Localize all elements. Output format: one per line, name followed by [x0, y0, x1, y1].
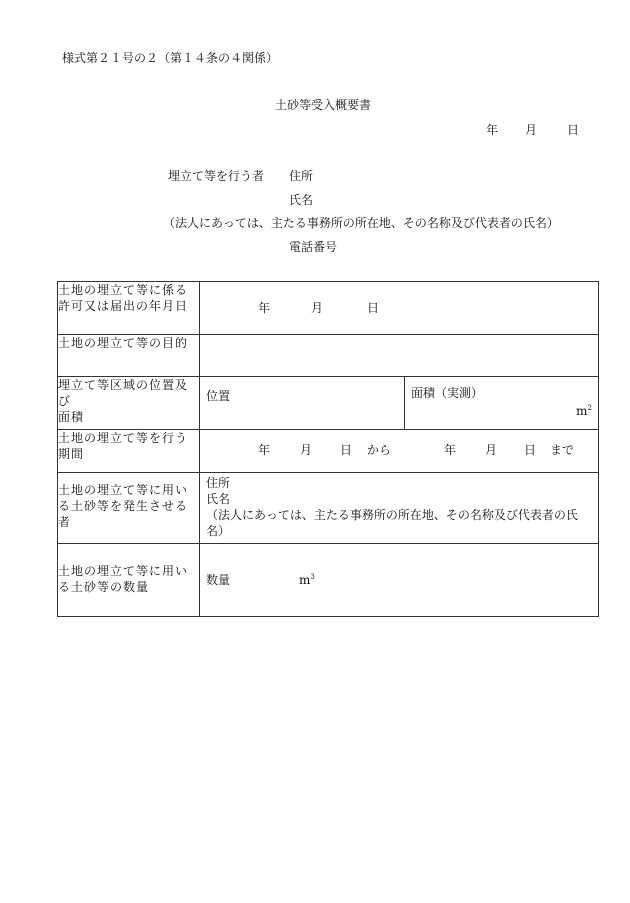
quantity-row-label: 土地の埋立て等に用いる土砂等の数量 [58, 544, 200, 617]
quantity-field[interactable] [200, 544, 599, 617]
permit-day-label: 日 [367, 301, 380, 315]
table-row [58, 282, 599, 335]
document-title: 土砂等受入概要書 [275, 98, 372, 112]
period-from-month: 月 [300, 443, 313, 457]
period-to-year: 年 [444, 443, 457, 457]
table-row [58, 335, 599, 377]
position-field[interactable] [200, 377, 405, 429]
applicant-name-label: 氏名 [289, 193, 314, 207]
position-label: 位置 [206, 389, 231, 403]
permit-month-label: 月 [311, 301, 324, 315]
permit-date-field[interactable] [200, 282, 599, 335]
period-to-day: 日 [524, 443, 537, 457]
date-day-label: 日 [567, 123, 580, 137]
location-area-label-line2: 面積 [58, 410, 85, 424]
generator-address-label: 住所 [206, 476, 231, 490]
table-row [58, 544, 599, 617]
permit-year-label: 年 [258, 301, 271, 315]
date-year-label: 年 [486, 123, 499, 137]
table-row [58, 473, 599, 544]
generator-label: 土地の埋立て等に用いる土砂等を発生させる者 [58, 473, 200, 544]
period-from-year: 年 [258, 443, 271, 457]
table-row [58, 430, 599, 473]
applicant-address-label: 住所 [289, 169, 314, 183]
acceptance-summary-table [57, 281, 599, 617]
applicant-label: 埋立て等を行う者 [168, 169, 265, 183]
period-to-suffix: まで [550, 443, 575, 457]
period-to-month: 月 [485, 443, 498, 457]
applicant-corporation-note: （法人にあっては、主たる事務所の所在地、その名称及び代表者の氏名） [163, 216, 559, 230]
location-area-field [200, 377, 599, 430]
quantity-label: 数量 [206, 573, 231, 587]
area-field[interactable] [405, 377, 599, 429]
period-field[interactable] [200, 430, 599, 473]
date-month-label: 月 [525, 123, 538, 137]
table-row [58, 377, 599, 430]
period-label: 土地の埋立て等を行う期間 [58, 430, 200, 473]
purpose-label: 土地の埋立て等の目的 [58, 335, 200, 377]
quantity-unit: $m^3$ [299, 573, 315, 587]
period-from-suffix: から [367, 443, 392, 457]
generator-field[interactable] [200, 473, 599, 544]
applicant-phone-label: 電話番号 [289, 240, 338, 254]
purpose-field[interactable] [200, 335, 599, 377]
permit-date-label: 土地の埋立て等に係る許可又は届出の年月日 [58, 282, 200, 335]
area-unit: $m^2$ [576, 404, 592, 418]
location-area-label-line1: 埋立て等区域の位置及び [58, 378, 189, 408]
form-number: 様式第２１号の２（第１４条の４関係） [62, 51, 279, 65]
location-area-label [58, 377, 200, 430]
area-label: 面積（実測） [411, 386, 484, 400]
generator-name-label: 氏名 [206, 492, 231, 506]
period-from-day: 日 [340, 443, 353, 457]
generator-corporation-note: （法人にあっては、主たる事務所の所在地、その名称及び代表者の氏名） [206, 508, 578, 538]
